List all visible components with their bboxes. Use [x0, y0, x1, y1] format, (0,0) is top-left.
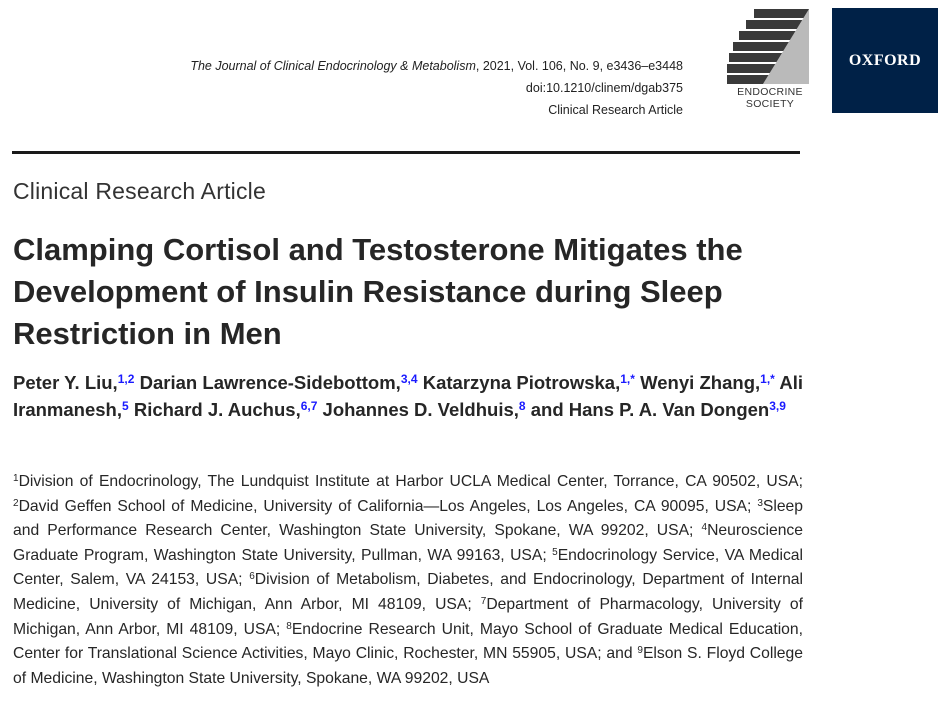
affiliation-number: 7 [480, 595, 487, 607]
article-title: Clamping Cortisol and Testosterone Mitigates the Development of Insulin Resistance during Sleep Restriction in Men [13, 232, 743, 351]
author-list [13, 369, 803, 423]
affiliation-text: David Geffen School of Medicine, University of California—Los Angeles, Los Angeles, CA 90095, USA; [18, 497, 758, 515]
oxford-logo: OXFORD [832, 8, 938, 113]
affiliation-number: 6 [249, 571, 255, 583]
affiliation-text: Endocrine Research Unit, Mayo School of Graduate Medical Education, Center for Translational Science Activities, Mayo Clinic, Rochester, MN 55905, USA; and [13, 620, 803, 663]
journal-details: , 2021, Vol. 106, No. 9, e3436–e3448 [475, 59, 683, 73]
author[interactable]: Ali Iranmanesh,$^5$ [13, 372, 804, 420]
affiliation-number: 8 [286, 620, 292, 632]
article-type-line: Clinical Research Article [548, 103, 683, 117]
affiliation-ref[interactable]: 6,7 [300, 399, 318, 413]
citation-line [190, 55, 683, 77]
author[interactable]: Peter Y. Liu,$^{1,2}$ [13, 372, 135, 393]
affiliation-number: 9 [637, 645, 643, 657]
society-logo-text: ENDOCRINE SOCIETY [737, 86, 803, 110]
affiliation-ref[interactable]: 5 [122, 399, 129, 413]
affiliation-ref[interactable]: 3,4 [400, 372, 418, 386]
affiliation-text: Department of Pharmacology, University of Michigan, Ann Arbor, MI 48109, USA; [13, 595, 803, 638]
affiliation-ref[interactable]: 1,* [620, 372, 635, 386]
author[interactable]: and Hans P. A. Van Dongen$^{3,9}$ [530, 399, 786, 420]
journal-citation [190, 55, 683, 121]
affiliation-number: 1 [13, 473, 19, 484]
journal-name: The Journal of Clinical Endocrinology & Metabolism [190, 59, 476, 73]
author[interactable]: Darian Lawrence-Sidebottom,$^{3,4}$ [139, 372, 418, 393]
affiliation-text: Division of Endocrinology, The Lundquist Institute at Harbor UCLA Medical Center, Torrance, CA 90502, USA; [18, 473, 803, 490]
affiliation-number: 2 [13, 497, 19, 509]
affiliation-text: Division of Metabolism, Diabetes, and Endocrinology, Department of Internal Medicine, University of Michigan, Ann Arbor, MI 48109, USA; [13, 571, 804, 613]
affiliations [13, 470, 803, 691]
doi-line[interactable]: doi:10.1210/clinem/dgab375 [525, 81, 683, 95]
affiliation-ref[interactable]: 8 [518, 399, 526, 413]
author[interactable]: Wenyi Zhang,$^{1,*}$ [640, 372, 775, 393]
author[interactable]: Richard J. Auchus,$^{6,7}$ [133, 399, 318, 420]
affiliation-text: Sleep and Performance Research Center, Washington State University, Spokane, WA 99202, USA; [13, 497, 803, 540]
affiliation-number: 4 [701, 522, 708, 534]
affiliation-number: 3 [757, 497, 763, 509]
affiliation-text: Neuroscience Graduate Program, Washington State University, Pullman, WA 99163, USA; [13, 522, 803, 564]
affiliation-number: 5 [552, 546, 558, 558]
author[interactable]: Johannes D. Veldhuis,$^8$ [322, 399, 526, 420]
header-divider [12, 151, 800, 154]
affiliation-text: Elson S. Floyd College of Medicine, Washington State University, Spokane, WA 99202, USA [13, 645, 803, 687]
affiliation-text: Endocrinology Service, VA Medical Center, Salem, VA 24153, USA; [13, 546, 803, 589]
author[interactable]: Katarzyna Piotrowska,$^{1,*}$ [422, 372, 635, 393]
affiliation-ref[interactable]: 1,* [760, 372, 775, 386]
affiliation-ref[interactable]: 1,2 [117, 372, 135, 386]
section-label: Clinical Research Article [13, 178, 266, 204]
affiliation-ref[interactable]: 3,9 [769, 399, 786, 413]
